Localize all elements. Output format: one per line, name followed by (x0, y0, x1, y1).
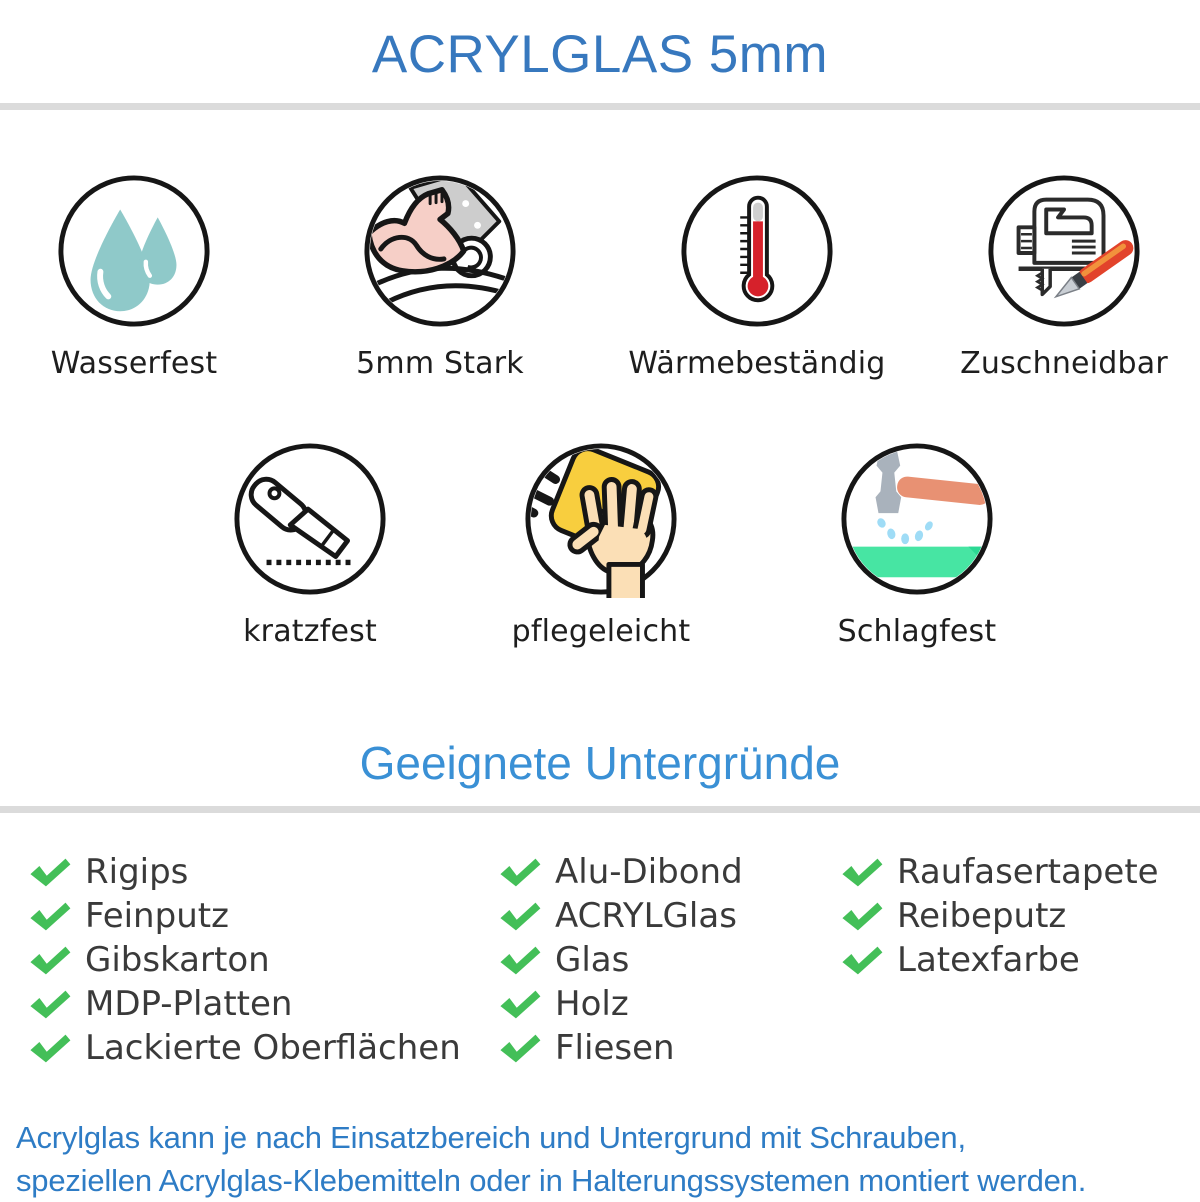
surface-label: Holz (555, 984, 629, 1024)
surface-item (498, 1026, 743, 1070)
surface-label: Latexfarbe (897, 940, 1080, 980)
surface-item (498, 894, 743, 938)
section-divider (0, 806, 1200, 813)
muscle-arm-icon (361, 172, 519, 330)
surface-column-2 (498, 850, 743, 1070)
surface-label: Reibeputz (897, 896, 1067, 936)
check-icon (840, 857, 884, 888)
surface-item (498, 938, 743, 982)
check-icon (840, 901, 884, 932)
surface-label: ACRYLGlas (555, 896, 737, 936)
footer-line-2: speziellen Acrylglas-Klebemitteln oder in Halterungssystemen montiert werden. (16, 1163, 1087, 1198)
check-icon (498, 989, 542, 1020)
check-icon (28, 945, 72, 976)
surface-label: Gibskarton (85, 940, 270, 980)
surface-item (28, 894, 461, 938)
feature-kratzfest (180, 440, 440, 649)
surface-item (28, 982, 461, 1026)
feature-label: 5mm Stark (356, 346, 524, 381)
surface-item (840, 938, 1159, 982)
footer-note (16, 1116, 1186, 1202)
surface-column-1 (28, 850, 461, 1070)
check-icon (498, 857, 542, 888)
check-icon (28, 989, 72, 1020)
surface-item (840, 850, 1159, 894)
surface-label: Fliesen (555, 1028, 675, 1068)
feature-label: Wasserfest (50, 346, 218, 381)
check-icon (840, 945, 884, 976)
hammer-icon (838, 440, 996, 598)
feature-label: Schlagfest (837, 614, 997, 649)
check-icon (28, 857, 72, 888)
surface-column-3 (840, 850, 1159, 982)
jigsaw-knife-icon (985, 172, 1143, 330)
surface-label: MDP-Platten (85, 984, 293, 1024)
surface-label: Alu-Dibond (555, 852, 743, 892)
surface-item (498, 982, 743, 1026)
surface-label: Raufasertapete (897, 852, 1159, 892)
hand-cloth-icon (522, 440, 680, 598)
check-icon (28, 1033, 72, 1064)
section-title-untergruende: Geeignete Untergründe (359, 737, 841, 789)
surface-label: Feinputz (85, 896, 229, 936)
surface-item (498, 850, 743, 894)
check-icon (498, 1033, 542, 1064)
utility-knife-icon (231, 440, 389, 598)
surface-label: Lackierte Oberflächen (85, 1028, 461, 1068)
thermometer-icon (678, 172, 836, 330)
surface-label: Rigips (85, 852, 189, 892)
surface-label: Glas (555, 940, 630, 980)
footer-line-1: Acrylglas kann je nach Einsatzbereich und Untergrund mit Schrauben, (16, 1120, 966, 1155)
feature-schlagfest (787, 440, 1047, 649)
surface-item (28, 1026, 461, 1070)
feature-wasserfest (4, 172, 264, 381)
feature-label: pflegeleicht (511, 614, 691, 649)
check-icon (498, 901, 542, 932)
check-icon (498, 945, 542, 976)
top-divider (0, 103, 1200, 110)
check-icon (28, 901, 72, 932)
feature-5mm-stark (310, 172, 570, 381)
feature-label: Wärmebeständig (628, 346, 886, 381)
page-title: ACRYLGLAS 5mm (371, 25, 829, 84)
surface-item (840, 894, 1159, 938)
surface-item (28, 850, 461, 894)
feature-pflegeleicht (471, 440, 731, 649)
water-drops-icon (55, 172, 213, 330)
surface-item (28, 938, 461, 982)
feature-zuschneidbar (934, 172, 1194, 381)
feature-label: kratzfest (243, 614, 377, 649)
feature-label: Zuschneidbar (960, 346, 1168, 381)
feature-waermebestaendig (627, 172, 887, 381)
